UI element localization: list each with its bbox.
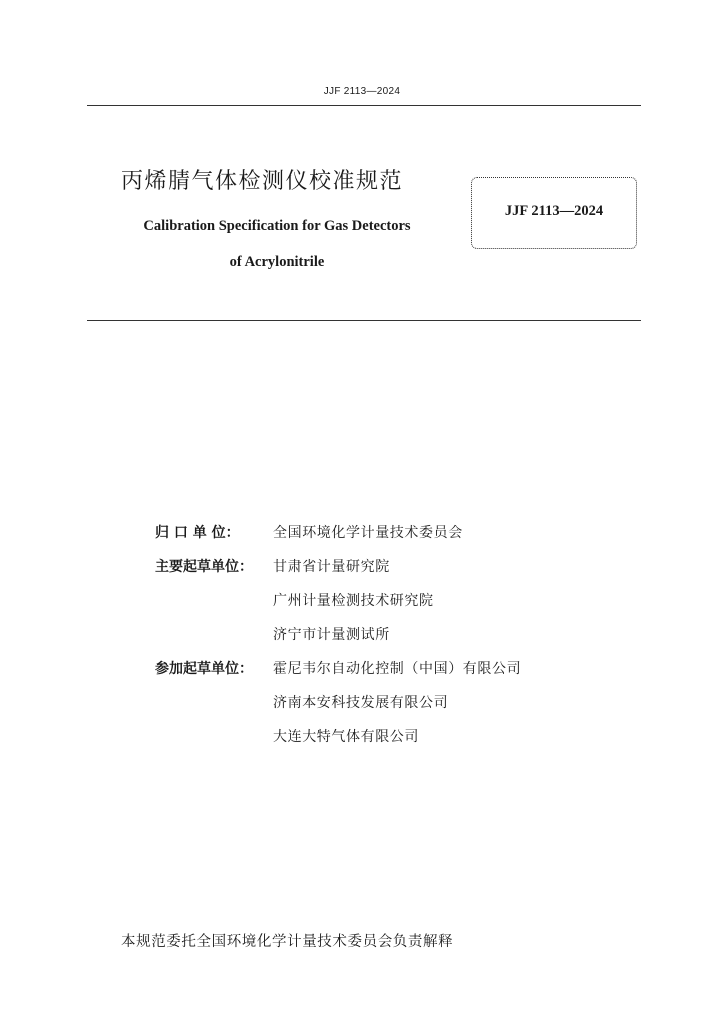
org-value-main-drafting-1: 甘肃省计量研究院 <box>273 559 390 575</box>
org-label-main-drafting: 主要起草单位： <box>155 559 253 575</box>
org-value-participating-2: 济南本安科技发展有限公司 <box>273 695 449 711</box>
org-value-main-drafting-2: 广州计量检测技术研究院 <box>273 593 434 609</box>
standard-code-box-text: JJF 2113—2024 <box>504 203 604 219</box>
org-row-main-drafting <box>155 549 521 583</box>
middle-divider <box>87 320 641 321</box>
organization-list <box>155 515 521 753</box>
org-value-responsible: 全国环境化学计量技术委员会 <box>273 525 463 541</box>
org-value-participating-1: 霍尼韦尔自动化控制（中国）有限公司 <box>273 661 522 677</box>
standard-code-box <box>471 177 637 249</box>
org-value-main-drafting-3: 济宁市计量测试所 <box>273 627 390 643</box>
org-row-participating <box>155 651 521 685</box>
standard-code-header: JJF 2113—2024 <box>323 86 401 97</box>
title-english <box>121 208 433 280</box>
top-divider <box>87 105 641 106</box>
org-row-participating-2 <box>155 685 521 719</box>
title-english-line2: of Acrylonitrile <box>229 254 325 270</box>
org-value-participating-3: 大连大特气体有限公司 <box>273 729 419 745</box>
org-row-participating-3 <box>155 719 521 753</box>
org-row-responsible <box>155 515 521 549</box>
org-label-participating: 参加起草单位： <box>155 661 253 677</box>
org-row-main-drafting-3 <box>155 617 521 651</box>
org-row-main-drafting-2 <box>155 583 521 617</box>
title-english-line1: Calibration Specification for Gas Detectors <box>143 218 411 234</box>
interpretation-note: 本规范委托全国环境化学计量技术委员会负责解释 <box>121 934 454 950</box>
title-chinese: 丙烯腈气体检测仪校准规范 <box>121 169 404 194</box>
org-label-responsible: 归 口 单 位： <box>155 525 240 541</box>
